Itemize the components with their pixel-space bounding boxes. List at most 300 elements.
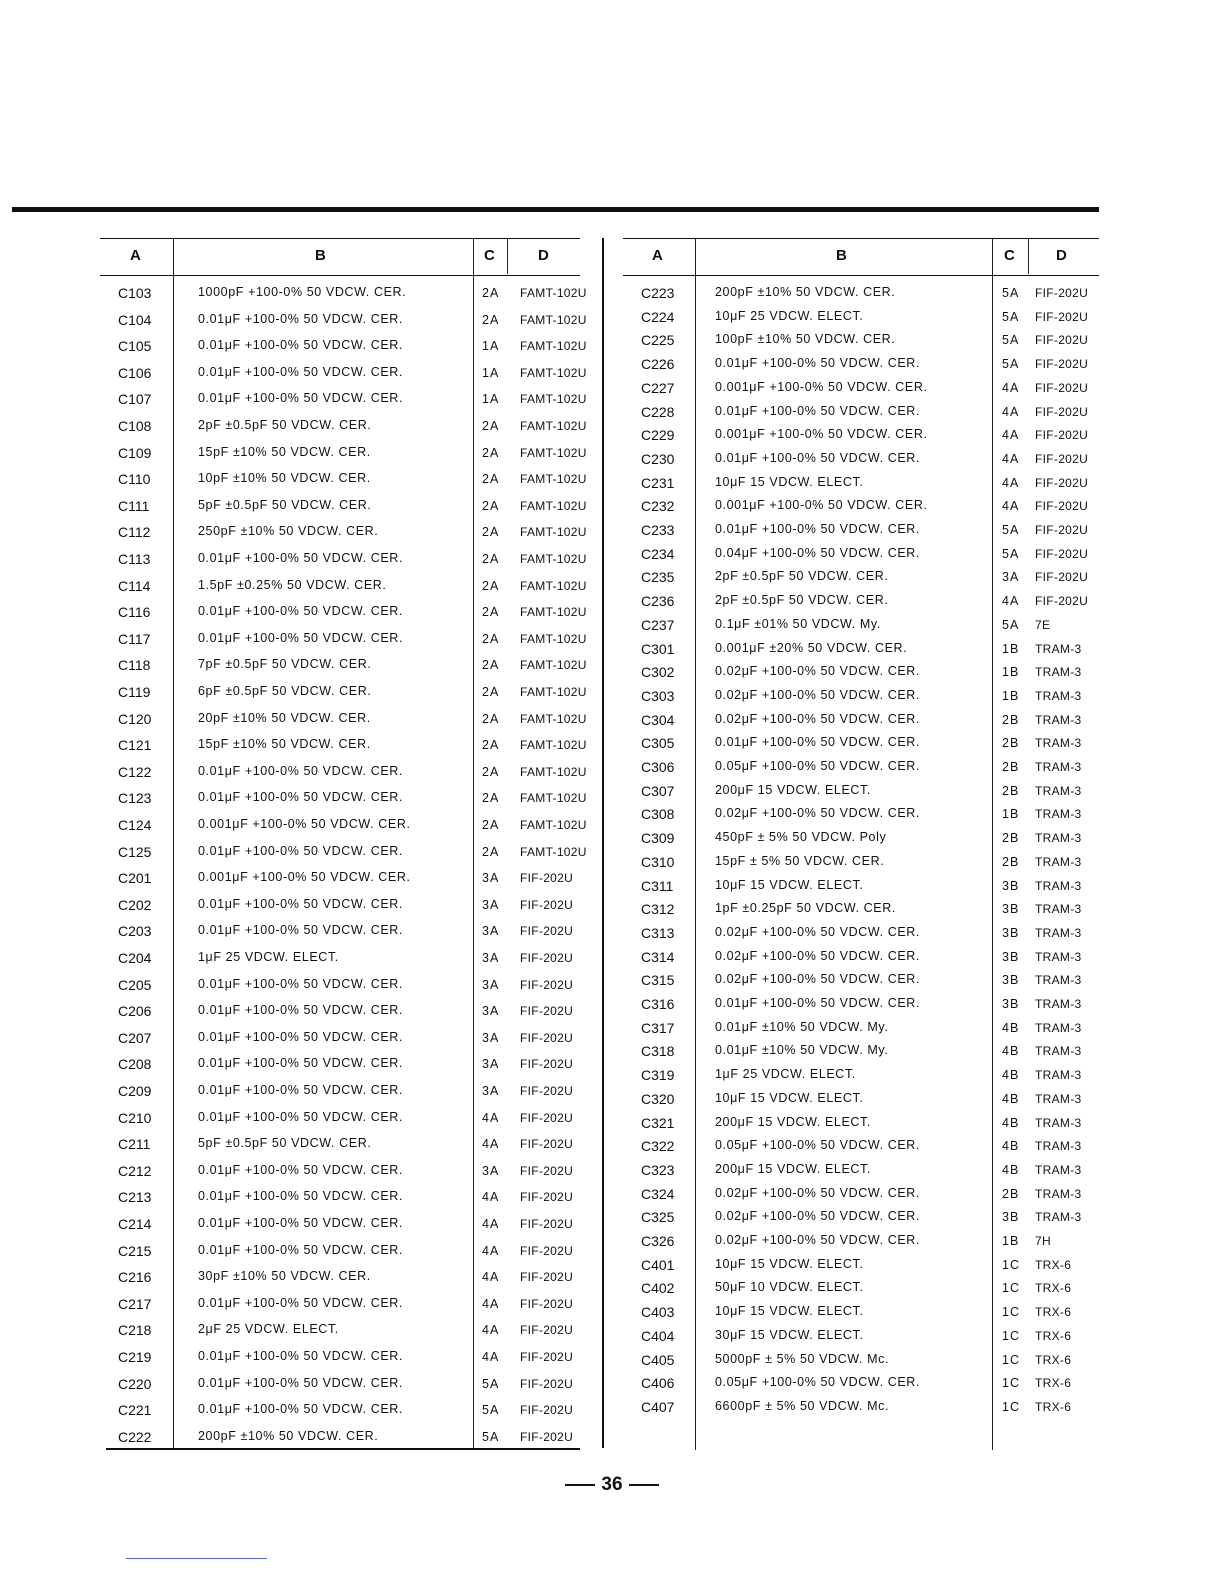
cell-d: TRAM-3 — [1035, 925, 1082, 940]
cell-c: 3A — [482, 951, 500, 965]
cell-c: 2B — [1002, 1186, 1020, 1201]
cell-d: FIF-202U — [520, 1190, 574, 1205]
table-row — [100, 521, 587, 543]
cell-d: FIF-202U — [1035, 475, 1089, 490]
cell-b: 0.02μF +100-0% 50 VDCW. CER. — [715, 711, 920, 726]
cell-d: FIF-202U — [1035, 428, 1089, 443]
cell-a: C123 — [118, 790, 152, 807]
cell-b: 1.5pF ±0.25% 50 VDCW. CER. — [198, 577, 387, 592]
cell-d: TRAM-3 — [1035, 1139, 1082, 1154]
cell-a: C211 — [118, 1136, 151, 1153]
cell-d: TRAM-3 — [1035, 902, 1082, 917]
cell-d: FIF-202U — [1035, 286, 1089, 300]
cell-a: C201 — [118, 870, 152, 887]
cell-d: FAMT-102U — [520, 419, 587, 433]
cell-d: FIF-202U — [520, 1084, 574, 1098]
cell-c: 3A — [482, 1057, 500, 1072]
left-parts-table — [100, 238, 587, 1450]
cell-d: TRAM-3 — [1035, 878, 1082, 893]
cell-d: TRAM-3 — [1035, 1020, 1082, 1035]
table-row — [623, 875, 1099, 897]
cell-b: 0.01μF +100-0% 50 VDCW. CER. — [198, 1083, 403, 1097]
cell-d: TRAM-3 — [1035, 688, 1082, 703]
cell-d: FIF-202U — [520, 897, 574, 912]
cell-d: TRAM-3 — [1035, 736, 1082, 751]
cell-a: C202 — [118, 896, 152, 913]
cell-a: C307 — [641, 782, 675, 799]
cell-d: FIF-202U — [520, 977, 574, 992]
table-row — [623, 543, 1099, 565]
cell-d: FIF-202U — [1035, 357, 1089, 372]
table-row — [623, 898, 1099, 920]
table-row — [623, 1206, 1099, 1228]
cell-a: C223 — [641, 285, 675, 301]
cell-c: 1C — [1002, 1376, 1020, 1391]
cell-d: 7H — [1035, 1234, 1051, 1248]
header-b: B — [315, 247, 326, 264]
table-row — [623, 851, 1099, 873]
cell-d: FIF-202U — [520, 1429, 574, 1444]
cell-c: 2A — [482, 791, 500, 806]
left-table-header — [100, 238, 580, 276]
table-row — [623, 353, 1099, 375]
cell-b: 200μF 15 VDCW. ELECT. — [715, 782, 871, 797]
cell-b: 0.02μF +100-0% 50 VDCW. CER. — [715, 1233, 920, 1247]
cell-b: 1000pF +100-0% 50 VDCW. CER. — [198, 285, 407, 299]
cell-a: C207 — [118, 1029, 152, 1046]
table-row — [623, 329, 1099, 351]
cell-c: 5A — [1002, 617, 1020, 632]
cell-d: FIF-202U — [520, 1030, 574, 1045]
cell-c: 2A — [482, 552, 500, 566]
table-row — [623, 282, 1099, 304]
cell-b: 15pF ±10% 50 VDCW. CER. — [198, 444, 371, 459]
cell-c: 4A — [482, 1323, 500, 1338]
header-d: D — [538, 247, 549, 264]
cell-d: TRAM-3 — [1035, 783, 1082, 798]
cell-c: 1C — [1002, 1257, 1020, 1272]
cell-d: FIF-202U — [520, 1270, 574, 1285]
cell-c: 3B — [1002, 997, 1020, 1011]
cell-c: 5A — [482, 1403, 500, 1418]
table-row — [100, 1319, 580, 1341]
cell-a: C316 — [641, 996, 675, 1012]
cell-b: 0.02μF +100-0% 50 VDCW. CER. — [715, 664, 920, 679]
cell-d: FAMT-102U — [520, 552, 587, 566]
cell-b: 2pF ±0.5pF 50 VDCW. CER. — [715, 593, 889, 608]
cell-d: FAMT-102U — [520, 631, 587, 646]
table-row — [623, 519, 1099, 541]
cell-d: FIF-202U — [520, 1217, 574, 1231]
cell-a: C224 — [641, 308, 675, 325]
cell-c: 2B — [1002, 760, 1020, 774]
cell-c: 2B — [1002, 736, 1020, 751]
cell-c: 3B — [1002, 878, 1020, 893]
cell-b: 1pF ±0.25pF 50 VDCW. CER. — [715, 901, 896, 916]
cell-d: TRAM-3 — [1035, 1186, 1082, 1201]
cell-b: 0.001μF +100-0% 50 VDCW. CER. — [715, 379, 928, 394]
cell-d: FIF-202U — [520, 1004, 574, 1019]
cell-a: C303 — [641, 687, 675, 704]
cell-b: 5pF ±0.5pF 50 VDCW. CER. — [198, 1136, 372, 1151]
table-row — [100, 1399, 580, 1421]
cell-b: 10pF ±10% 50 VDCW. CER. — [198, 471, 371, 486]
table-row — [623, 1040, 1099, 1062]
cell-a: C208 — [118, 1056, 152, 1073]
cell-d: FAMT-102U — [520, 365, 587, 380]
cell-b: 0.001μF +100-0% 50 VDCW. CER. — [715, 498, 928, 513]
cell-d: TRAM-3 — [1035, 641, 1082, 656]
cell-a: C314 — [641, 948, 675, 965]
cell-b: 0.01μF +100-0% 50 VDCW. CER. — [715, 356, 920, 371]
table-row — [100, 708, 587, 730]
cell-b: 0.01μF +100-0% 50 VDCW. CER. — [198, 1162, 403, 1177]
cell-d: FAMT-102U — [520, 791, 587, 806]
cell-b: 200μF 15 VDCW. ELECT. — [715, 1161, 871, 1176]
page-number-text: 36 — [601, 1474, 623, 1495]
cell-a: C227 — [641, 379, 675, 396]
cell-d: FAMT-102U — [520, 658, 587, 673]
cell-b: 0.01μF +100-0% 50 VDCW. CER. — [198, 843, 403, 858]
cell-d: TRAM-3 — [1035, 1162, 1082, 1177]
cell-a: C317 — [641, 1019, 675, 1036]
cell-a: C210 — [118, 1109, 152, 1126]
cell-d: TRAM-3 — [1035, 807, 1082, 822]
cell-d: FIF-202U — [520, 1110, 574, 1125]
cell-c: 1C — [1002, 1328, 1020, 1343]
cell-c: 3A — [482, 924, 500, 939]
table-row — [100, 1426, 580, 1448]
cell-c: 1A — [482, 339, 500, 354]
cell-a: C304 — [641, 711, 675, 728]
cell-b: 0.01μF +100-0% 50 VDCW. CER. — [198, 311, 403, 326]
cell-b: 0.01μF +100-0% 50 VDCW. CER. — [715, 522, 920, 536]
table-row — [623, 1349, 1099, 1371]
cell-d: TRAM-3 — [1035, 997, 1082, 1011]
cell-a: C214 — [118, 1216, 152, 1232]
cell-d: FIF-202U — [1035, 523, 1089, 537]
cell-a: C124 — [118, 817, 152, 833]
cell-c: 1C — [1002, 1399, 1020, 1414]
cell-c: 3B — [1002, 973, 1020, 988]
cell-d: FIF-202U — [1035, 594, 1089, 609]
cell-d: TRAM-3 — [1035, 1210, 1082, 1225]
table-row — [623, 638, 1099, 660]
cell-a: C108 — [118, 418, 152, 434]
cell-c: 2A — [482, 764, 500, 779]
cell-a: C406 — [641, 1375, 675, 1392]
cell-b: 0.01μF ±10% 50 VDCW. My. — [715, 1043, 889, 1058]
right-divider-cd — [1028, 238, 1029, 274]
table-row — [100, 761, 587, 783]
table-row — [623, 661, 1099, 683]
cell-a: C111 — [118, 497, 150, 514]
cell-a: C320 — [641, 1090, 675, 1107]
cell-c: 5A — [482, 1376, 500, 1391]
table-row — [100, 601, 587, 623]
table-row — [100, 1053, 580, 1075]
table-row — [623, 827, 1099, 849]
header-c: C — [1004, 247, 1015, 264]
cell-a: C326 — [641, 1233, 675, 1249]
cell-d: TRAM-3 — [1035, 712, 1082, 727]
table-row — [623, 1301, 1099, 1323]
cell-c: 2A — [482, 631, 500, 646]
dash-left — [565, 1484, 595, 1486]
table-row — [100, 309, 587, 331]
table-row — [623, 946, 1099, 968]
cell-a: C308 — [641, 806, 675, 823]
cell-d: FIF-202U — [520, 1243, 574, 1258]
table-row — [100, 867, 580, 889]
table-row — [100, 654, 587, 676]
cell-c: 4A — [482, 1217, 500, 1231]
cell-d: TRAM-3 — [1035, 760, 1082, 774]
cell-b: 0.04μF +100-0% 50 VDCW. CER. — [715, 545, 920, 560]
right-parts-table — [623, 238, 1099, 1450]
table-row — [623, 1064, 1099, 1086]
cell-c: 5A — [1002, 286, 1020, 300]
cell-a: C219 — [118, 1349, 152, 1365]
table-row — [100, 628, 587, 650]
cell-a: C234 — [641, 545, 675, 562]
cell-d: TRAM-3 — [1035, 1044, 1082, 1059]
table-row — [100, 920, 580, 942]
cell-d: TRAM-3 — [1035, 854, 1082, 869]
table-row — [623, 922, 1099, 944]
cell-d: FIF-202U — [520, 1403, 574, 1418]
table-row — [100, 1027, 580, 1049]
cell-b: 100pF ±10% 50 VDCW. CER. — [715, 332, 896, 347]
cell-a: C404 — [641, 1327, 675, 1344]
cell-a: C301 — [641, 640, 675, 657]
cell-c: 1B — [1002, 688, 1020, 703]
cell-c: 2B — [1002, 783, 1020, 798]
cell-b: 5000pF ± 5% 50 VDCW. Mc. — [715, 1351, 890, 1366]
cell-b: 6pF ±0.5pF 50 VDCW. CER. — [198, 684, 372, 698]
cell-a: C220 — [118, 1375, 152, 1392]
cell-b: 0.01μF +100-0% 50 VDCW. CER. — [198, 1109, 403, 1124]
cell-c: 5A — [1002, 546, 1020, 561]
cell-b: 2μF 25 VDCW. ELECT. — [198, 1322, 339, 1337]
cell-d: FIF-202U — [520, 1323, 574, 1338]
table-row — [623, 685, 1099, 707]
cell-a: C105 — [118, 338, 152, 355]
cell-b: 1μF 25 VDCW. ELECT. — [715, 1067, 856, 1082]
table-row — [623, 377, 1099, 399]
cell-b: 10μF 15 VDCW. ELECT. — [715, 1090, 864, 1105]
dash-right — [629, 1484, 659, 1486]
cell-a: C215 — [118, 1242, 152, 1259]
cell-a: C302 — [641, 664, 675, 681]
cell-d: FAMT-102U — [520, 738, 587, 753]
cell-b: 0.01μF +100-0% 50 VDCW. CER. — [198, 1242, 403, 1257]
cell-a: C322 — [641, 1138, 675, 1155]
cell-c: 4A — [482, 1190, 500, 1205]
cell-d: TRAM-3 — [1035, 665, 1082, 680]
cell-c: 4A — [1002, 428, 1020, 443]
cell-a: C216 — [118, 1269, 152, 1286]
cell-b: 0.02μF +100-0% 50 VDCW. CER. — [715, 924, 920, 939]
cell-b: 7pF ±0.5pF 50 VDCW. CER. — [198, 657, 372, 672]
cell-a: C305 — [641, 735, 675, 752]
cell-a: C122 — [118, 763, 152, 780]
cell-c: 3B — [1002, 925, 1020, 940]
cell-b: 0.05μF +100-0% 50 VDCW. CER. — [715, 1375, 920, 1390]
table-row — [623, 495, 1099, 517]
cell-c: 4A — [482, 1243, 500, 1258]
table-row — [623, 1254, 1099, 1276]
cell-d: FIF-202U — [1035, 380, 1089, 395]
cell-d: FIF-202U — [520, 1296, 574, 1311]
cell-b: 0.01μF +100-0% 50 VDCW. CER. — [198, 1189, 403, 1204]
cell-c: 1C — [1002, 1281, 1020, 1296]
cell-b: 10μF 25 VDCW. ELECT. — [715, 308, 864, 323]
cell-d: TRAM-3 — [1035, 1068, 1082, 1083]
cell-b: 250pF ±10% 50 VDCW. CER. — [198, 524, 379, 539]
cell-b: 15pF ±10% 50 VDCW. CER. — [198, 737, 371, 752]
table-row — [623, 780, 1099, 802]
cell-d: FAMT-102U — [520, 764, 587, 779]
cell-d: TRAM-3 — [1035, 1091, 1082, 1106]
table-row — [623, 590, 1099, 612]
cell-c: 3A — [482, 871, 500, 886]
cell-a: C312 — [641, 901, 675, 918]
table-row — [100, 1133, 580, 1155]
cell-b: 0.01μF +100-0% 50 VDCW. CER. — [198, 551, 403, 565]
table-row — [100, 681, 587, 703]
cell-c: 5A — [1002, 523, 1020, 537]
cell-d: FIF-202U — [520, 1137, 574, 1152]
cell-c: 4B — [1002, 1115, 1020, 1130]
cell-d: FAMT-102U — [520, 498, 587, 513]
table-row — [100, 814, 587, 836]
cell-c: 5A — [1002, 333, 1020, 348]
cell-d: FIF-202U — [520, 1376, 574, 1391]
cell-a: C225 — [641, 332, 675, 349]
cell-a: C222 — [118, 1428, 152, 1445]
cell-a: C237 — [641, 616, 675, 633]
cell-b: 0.01μF +100-0% 50 VDCW. CER. — [198, 976, 403, 991]
cell-c: 4A — [1002, 499, 1020, 514]
cell-b: 20pF ±10% 50 VDCW. CER. — [198, 710, 371, 725]
cell-a: C310 — [641, 853, 675, 870]
cell-b: 0.01μF +100-0% 50 VDCW. CER. — [715, 996, 920, 1010]
cell-d: TRAM-3 — [1035, 973, 1082, 988]
table-row — [100, 894, 580, 916]
table-row — [623, 1112, 1099, 1134]
cell-c: 2A — [482, 605, 500, 620]
cell-a: C407 — [641, 1398, 675, 1415]
cell-a: C109 — [118, 444, 152, 461]
cell-c: 1C — [1002, 1305, 1020, 1320]
cell-a: C212 — [118, 1162, 152, 1179]
cell-d: FIF-202U — [520, 951, 574, 965]
cell-a: C103 — [118, 285, 152, 301]
cell-c: 5A — [1002, 357, 1020, 372]
cell-a: C112 — [118, 524, 151, 541]
cell-d: TRX-6 — [1035, 1352, 1072, 1367]
cell-a: C401 — [641, 1256, 675, 1273]
cell-c: 2A — [482, 711, 500, 726]
table-row — [623, 424, 1099, 446]
cell-d: FAMT-102U — [520, 844, 587, 859]
cell-b: 10μF 15 VDCW. ELECT. — [715, 474, 864, 489]
cell-d: FAMT-102U — [520, 605, 587, 620]
cell-c: 2A — [482, 685, 500, 699]
cell-a: C217 — [118, 1295, 152, 1312]
cell-b: 0.01μF ±10% 50 VDCW. My. — [715, 1019, 889, 1034]
cell-d: TRX-6 — [1035, 1281, 1072, 1296]
table-row — [100, 841, 587, 863]
cell-d: FIF-202U — [1035, 546, 1089, 561]
cell-a: C311 — [641, 877, 674, 894]
cell-c: 4B — [1002, 1044, 1020, 1059]
cell-a: C106 — [118, 364, 152, 381]
cell-a: C236 — [641, 593, 675, 610]
cell-a: C121 — [118, 737, 152, 754]
cell-b: 30μF 15 VDCW. ELECT. — [715, 1327, 864, 1342]
cell-a: C323 — [641, 1161, 675, 1178]
top-rule — [12, 207, 1099, 212]
cell-d: FAMT-102U — [520, 392, 587, 407]
cell-c: 3A — [1002, 570, 1020, 585]
cell-c: 4A — [1002, 380, 1020, 395]
table-row — [100, 1080, 580, 1102]
cell-c: 4A — [1002, 451, 1020, 466]
cell-a: C213 — [118, 1189, 152, 1206]
cell-a: C232 — [641, 498, 675, 515]
cell-c: 4B — [1002, 1020, 1020, 1035]
cell-b: 0.01μF +100-0% 50 VDCW. CER. — [198, 1375, 403, 1390]
cell-d: FAMT-102U — [520, 472, 587, 487]
cell-b: 0.01μF +100-0% 50 VDCW. CER. — [198, 790, 403, 805]
cell-d: FIF-202U — [520, 924, 574, 939]
cell-a: C117 — [118, 630, 151, 647]
cell-b: 200pF ±10% 50 VDCW. CER. — [715, 285, 896, 299]
cell-a: C116 — [118, 604, 151, 621]
table-row — [623, 1088, 1099, 1110]
cell-d: FIF-202U — [1035, 333, 1089, 348]
cell-b: 10μF 15 VDCW. ELECT. — [715, 1256, 864, 1271]
cell-c: 1B — [1002, 665, 1020, 680]
cell-d: TRX-6 — [1035, 1376, 1072, 1391]
cell-a: C403 — [641, 1304, 675, 1321]
cell-c: 4A — [1002, 404, 1020, 419]
cell-a: C206 — [118, 1003, 152, 1020]
cell-c: 4A — [482, 1110, 500, 1125]
cell-c: 4B — [1002, 1091, 1020, 1106]
cell-a: C119 — [118, 684, 151, 700]
cell-a: C324 — [641, 1185, 675, 1202]
cell-b: 0.01μF +100-0% 50 VDCW. CER. — [198, 1349, 403, 1363]
table-row — [623, 1372, 1099, 1394]
cell-d: FAMT-102U — [520, 578, 587, 593]
table-row — [100, 734, 587, 756]
table-row — [100, 1186, 580, 1208]
table-row — [100, 388, 587, 410]
cell-c: 1B — [1002, 807, 1020, 822]
cell-c: 2B — [1002, 712, 1020, 727]
table-row — [623, 709, 1099, 731]
cell-d: FAMT-102U — [520, 312, 587, 327]
header-a: A — [130, 247, 141, 264]
table-row — [100, 468, 587, 490]
cell-c: 4B — [1002, 1068, 1020, 1083]
cell-c: 2A — [482, 818, 500, 832]
table-row — [623, 1135, 1099, 1157]
table-row — [100, 1346, 580, 1368]
